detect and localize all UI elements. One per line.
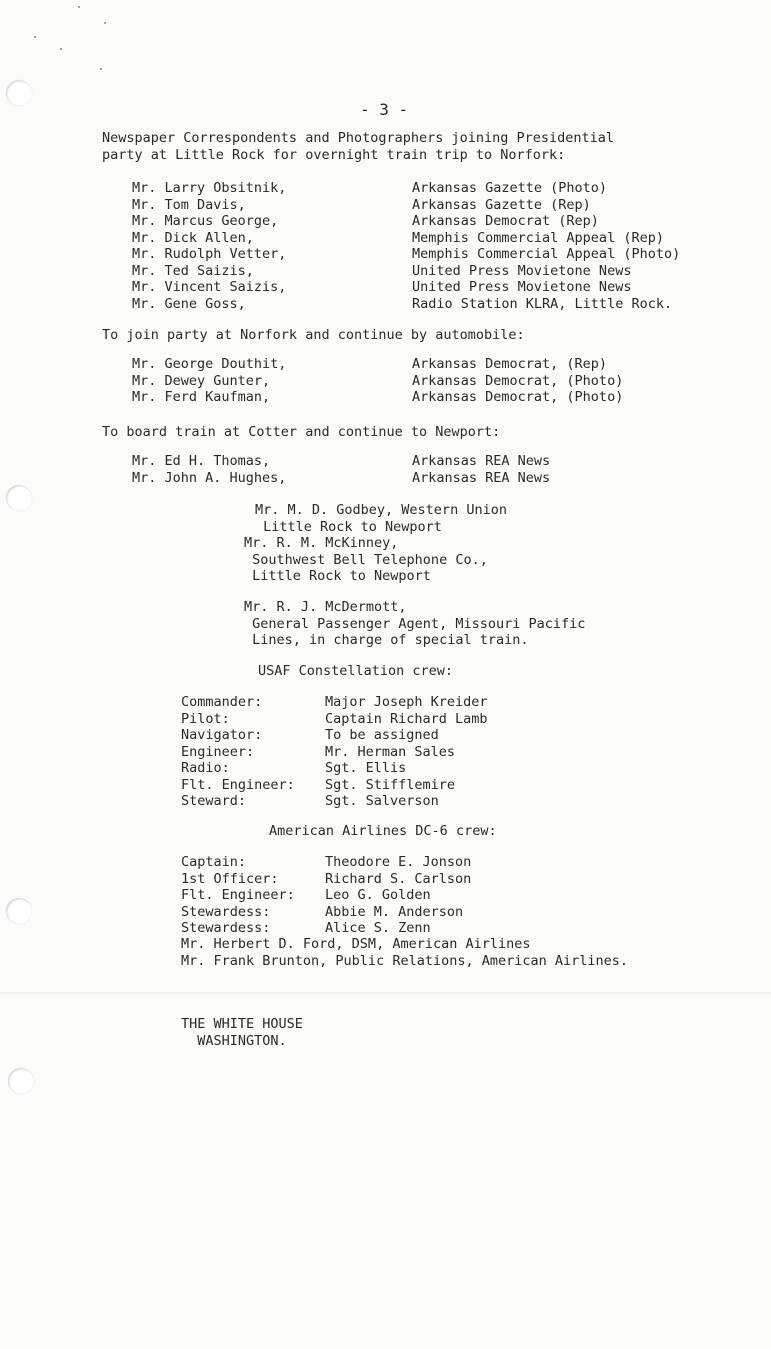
staff-entry-line: Southwest Bell Telephone Co.,	[244, 551, 488, 568]
crew-name: Richard S. Carlson	[325, 870, 472, 887]
attendee-affiliation: United Press Movietone News	[412, 279, 632, 295]
crew-name: To be assigned	[325, 727, 439, 743]
footer-line: WASHINGTON.	[181, 1032, 287, 1049]
attendee-affiliation: Memphis Commercial Appeal (Photo)	[412, 246, 681, 262]
attendee-affiliation: Memphis Commercial Appeal (Rep)	[412, 229, 664, 246]
staff-entry-line: Lines, in charge of special train.	[244, 632, 529, 648]
punch-hole	[6, 80, 32, 106]
attendee-affiliation: Arkansas Democrat, (Rep)	[412, 356, 608, 372]
crew-name: Major Joseph Kreider	[325, 694, 488, 710]
crew-role: Pilot:	[181, 710, 230, 727]
attendee-name: Mr. Vincent Saizis,	[132, 279, 287, 295]
attendee-affiliation: Radio Station KLRA, Little Rock.	[412, 295, 673, 312]
punch-hole	[8, 1068, 34, 1094]
attendee-name: Mr. Dewey Gunter,	[132, 372, 271, 389]
attendee-name: Mr. Rudolph Vetter,	[132, 246, 287, 262]
crew-role: Radio:	[181, 760, 230, 776]
staff-entry-line: Little Rock to Newport	[244, 568, 431, 584]
attendee-name: Mr. Gene Goss,	[132, 295, 246, 312]
staff-entry-line: Mr. M. D. Godbey, Western Union	[255, 502, 507, 518]
speck	[78, 6, 80, 8]
punch-hole	[6, 485, 32, 511]
intro-line: party at Little Rock for overnight train trip to Norfork:	[102, 146, 566, 163]
crew-name: Captain Richard Lamb	[325, 710, 488, 727]
staff-entry-line: Mr. R. J. McDermott,	[244, 599, 407, 615]
crew-name: Sgt. Salverson	[325, 793, 439, 809]
attendee-name: Mr. Larry Obsitnik,	[132, 180, 287, 196]
crew-role: Commander:	[181, 694, 263, 710]
crew-role: Flt. Engineer:	[181, 887, 295, 903]
speck	[34, 36, 36, 38]
staff-entry-line: Mr. R. M. McKinney,	[244, 535, 399, 551]
crew-role: 1st Officer:	[181, 870, 279, 887]
crew-role: Stewardess:	[181, 920, 271, 936]
attendee-name: Mr. George Douthit,	[132, 356, 287, 372]
attendee-name: Mr. Tom Davis,	[132, 196, 246, 213]
page-number: - 3 -	[360, 100, 409, 119]
attendee-name: Mr. Dick Allen,	[132, 229, 254, 246]
crew-role: Flt. Engineer:	[181, 776, 295, 793]
attendee-affiliation: Arkansas REA News	[412, 453, 551, 469]
crew-role: Navigator:	[181, 727, 263, 743]
crew-name: Sgt. Ellis	[325, 760, 407, 776]
attendee-affiliation: Arkansas Democrat, (Photo)	[412, 372, 624, 389]
crew-role: Stewardess:	[181, 903, 271, 920]
speck	[60, 48, 62, 50]
section-heading: USAF Constellation crew:	[258, 663, 454, 679]
attendee-affiliation: Arkansas Democrat (Rep)	[412, 213, 599, 229]
crew-name: Mr. Herman Sales	[325, 743, 456, 760]
attendee-affiliation: Arkansas Gazette (Rep)	[412, 196, 591, 213]
section-heading: To board train at Cotter and continue to Newport:	[102, 424, 501, 440]
crew-name: Alice S. Zenn	[325, 920, 431, 936]
speck	[100, 68, 102, 70]
airline-staff-line: Mr. Herbert D. Ford, DSM, American Airlines	[181, 936, 531, 952]
attendee-affiliation: Arkansas Democrat, (Photo)	[412, 389, 624, 405]
attendee-name: Mr. Ed H. Thomas,	[132, 453, 271, 469]
staff-entry-line: Little Rock to Newport	[255, 518, 442, 535]
attendee-name: Mr. John A. Hughes,	[132, 469, 287, 486]
intro-line: Newspaper Correspondents and Photographers joining Presidential	[102, 130, 615, 146]
attendee-name: Mr. Marcus George,	[132, 213, 279, 229]
paper-fold-line	[0, 992, 771, 994]
attendee-name: Mr. Ferd Kaufman,	[132, 389, 271, 405]
crew-role: Engineer:	[181, 743, 255, 760]
staff-entry-line: General Passenger Agent, Missouri Pacific	[244, 615, 586, 632]
footer-line: THE WHITE HOUSE	[181, 1016, 303, 1032]
attendee-affiliation: Arkansas Gazette (Photo)	[412, 180, 608, 196]
attendee-affiliation: United Press Movietone News	[412, 262, 632, 279]
crew-name: Sgt. Stifflemire	[325, 776, 456, 793]
crew-name: Theodore E. Jonson	[325, 854, 472, 870]
section-heading: To join party at Norfork and continue by automobile:	[102, 327, 525, 343]
section-heading: American Airlines DC-6 crew:	[269, 823, 497, 839]
speck	[104, 22, 106, 24]
attendee-name: Mr. Ted Saizis,	[132, 262, 254, 279]
punch-hole	[6, 898, 32, 924]
crew-role: Captain:	[181, 854, 247, 870]
crew-name: Leo G. Golden	[325, 887, 431, 903]
crew-role: Steward:	[181, 793, 247, 809]
attendee-affiliation: Arkansas REA News	[412, 469, 551, 486]
airline-staff-line: Mr. Frank Brunton, Public Relations, American Airlines.	[181, 952, 629, 969]
crew-name: Abbie M. Anderson	[325, 903, 464, 920]
